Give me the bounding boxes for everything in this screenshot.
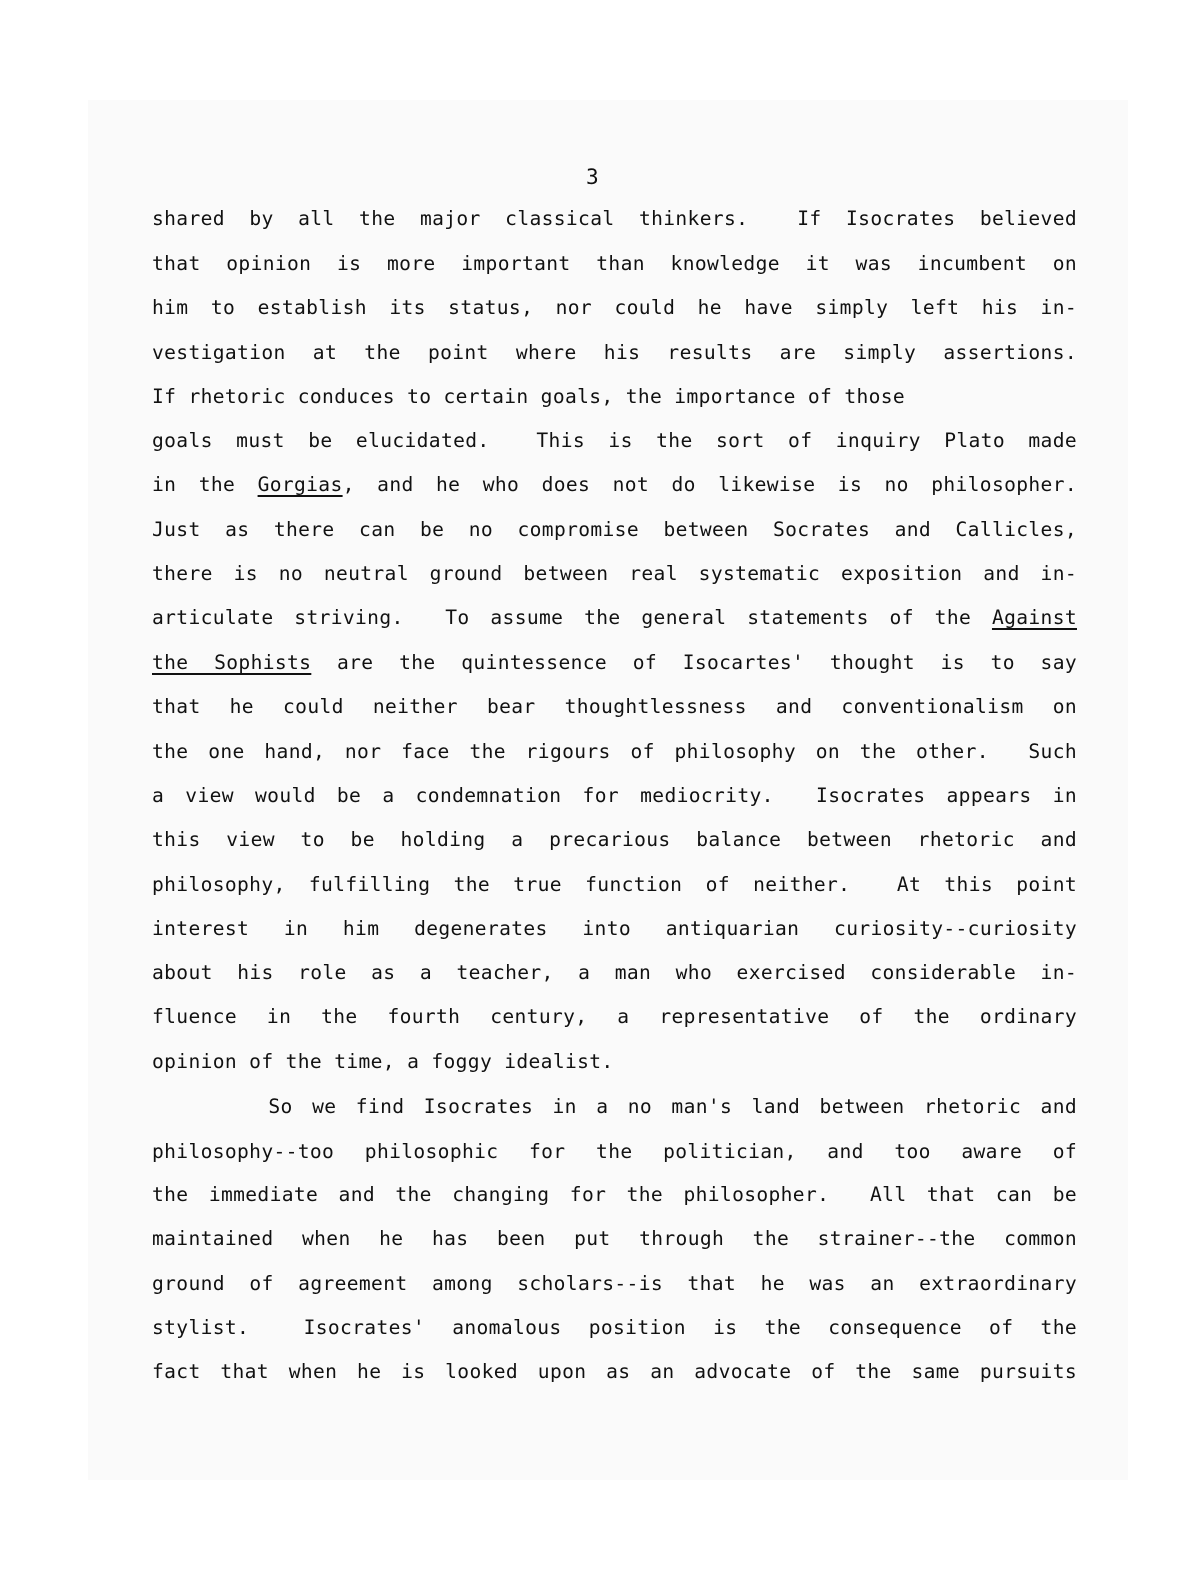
text-line: maintained when he has been put through the strainer--the common [152, 1227, 1077, 1250]
text-line: If rhetoric conduces to certain goals, the importance of those [152, 385, 906, 408]
text-line: fact that when he is looked upon as an advocate of the same pursuits [152, 1360, 1077, 1383]
text-segment: articulate striving. To assume the general statements of the [152, 606, 992, 629]
text-line: the immediate and the changing for the philosopher. All that can be [152, 1183, 1077, 1206]
text-line: there is no neutral ground between real systematic exposition and in- [152, 562, 1077, 585]
text-line: goals must be elucidated. This is the sort of inquiry Plato made [152, 429, 1077, 452]
title-gorgias: Gorgias [257, 473, 343, 496]
text-line: interest in him degenerates into antiquarian curiosity--curiosity [152, 917, 1077, 940]
text-line: a view would be a condemnation for mediocrity. Isocrates appears in [152, 784, 1077, 807]
title-against: Against [991, 606, 1077, 629]
text-line [152, 603, 1077, 633]
text-line: Just as there can be no compromise between Socrates and Callicles, [152, 518, 1077, 541]
text-line [152, 470, 1077, 500]
text-line: him to establish its status, nor could he have simply left his in- [152, 296, 1077, 319]
text-line: stylist. Isocrates' anomalous position is the consequence of the [152, 1316, 1077, 1339]
text-line: ground of agreement among scholars--is that he was an extraordinary [152, 1272, 1077, 1295]
text-line: about his role as a teacher, a man who exercised considerable in- [152, 961, 1077, 984]
text-line [152, 648, 1077, 678]
text-segment: are the quintessence of Isocartes' thought is to say [311, 651, 1077, 674]
text-segment: in the [152, 473, 258, 496]
text-line: philosophy--too philosophic for the politician, and too aware of [152, 1140, 1077, 1163]
text-line: shared by all the major classical thinkers. If Isocrates believed [152, 207, 1077, 230]
text-line: that he could neither bear thoughtlessness and conventionalism on [152, 695, 1077, 718]
text-line: vestigation at the point where his results are simply assertions. [152, 341, 1077, 364]
text-line: philosophy, fulfilling the true function of neither. At this point [152, 873, 1077, 896]
page-number: 3 [586, 165, 599, 189]
text-segment: , and he who does not do likewise is no philosopher. [342, 473, 1077, 496]
text-line: that opinion is more important than knowledge it was incumbent on [152, 252, 1077, 275]
text-line: fluence in the fourth century, a representative of the ordinary [152, 1005, 1077, 1028]
text-line: this view to be holding a precarious balance between rhetoric and [152, 828, 1077, 851]
title-the-sophists: the Sophists [152, 651, 312, 674]
text-line: opinion of the time, a foggy idealist. [152, 1050, 614, 1073]
text-line: the one hand, nor face the rigours of philosophy on the other. Such [152, 740, 1077, 763]
text-line: So we find Isocrates in a no man's land between rhetoric and [152, 1095, 1077, 1118]
